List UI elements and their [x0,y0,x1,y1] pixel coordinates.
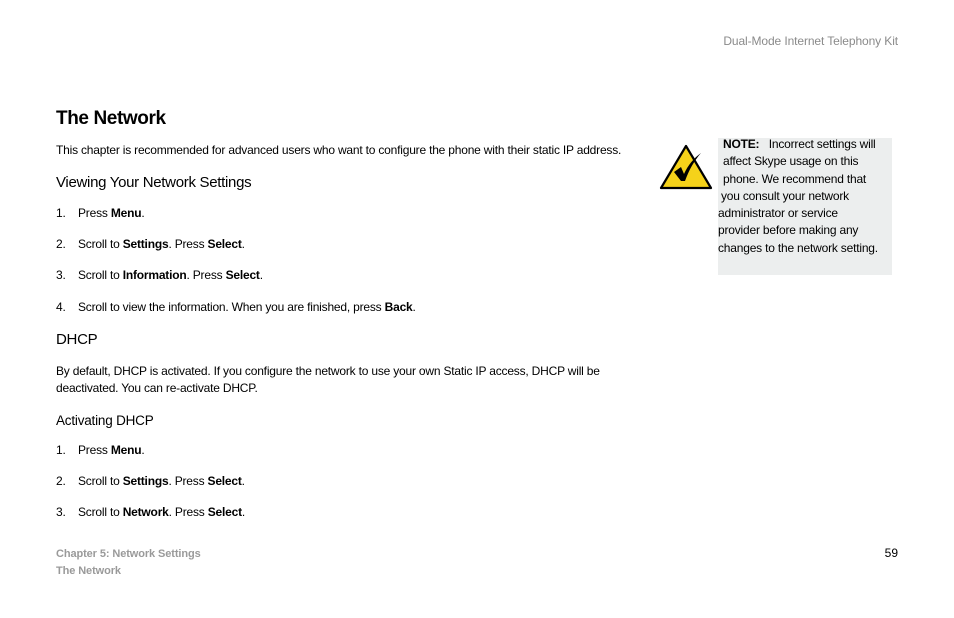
note-line-6: provider before making any [718,223,859,238]
dhcp-line-2: deactivated. You can re-activate DHCP. [56,381,258,395]
main-content [56,108,656,519]
activating-step-3 [56,505,656,519]
activating-step-2 [56,474,656,488]
note-line-3: phone. We recommend that [723,171,867,186]
step-number: 3. [56,505,66,519]
step-text: Scroll to view the information. When you are finished, press Back. [78,300,416,314]
page-number: 59 [884,546,898,560]
footer-section: The Network [56,564,121,577]
note-label: NOTE: [723,137,760,151]
viewing-step-2 [56,237,656,251]
activating-step-1 [56,443,656,457]
step-number: 2. [56,237,66,251]
dhcp-line-1: By default, DHCP is activated. If you configure the network to use your own Static IP access, DHCP will be [56,364,600,378]
viewing-step-3 [56,268,656,282]
note-line-2: affect Skype usage on this [723,154,859,169]
intro-paragraph: This chapter is recommended for advanced users who want to configure the phone with their static IP address. [56,143,622,157]
step-number: 4. [56,300,66,314]
viewing-step-4 [56,300,656,314]
checkmark-warning-icon [659,144,713,190]
page-title: The Network [56,108,166,129]
step-text: Scroll to Settings. Press Select. [78,237,245,251]
note-line-1: NOTE: Incorrect settings will [723,137,876,151]
step-text: Press Menu. [78,206,145,220]
note-line-5: administrator or service [718,206,838,221]
step-number: 2. [56,474,66,488]
dhcp-paragraph [56,363,656,397]
page-header-product: Dual-Mode Internet Telephony Kit [723,34,898,48]
step-text: Scroll to Settings. Press Select. [78,474,245,488]
viewing-heading: Viewing Your Network Settings [56,174,252,191]
step-text: Scroll to Network. Press Select. [78,505,246,519]
step-number: 1. [56,443,66,457]
step-number: 3. [56,268,66,282]
footer-chapter: Chapter 5: Network Settings [56,548,201,560]
step-text: Press Menu. [78,443,145,457]
activating-heading: Activating DHCP [56,413,154,428]
dhcp-heading: DHCP [56,331,98,348]
viewing-step-1 [56,206,656,220]
step-text: Scroll to Information. Press Select. [78,268,263,282]
note-line-4: you consult your network [721,188,849,203]
note-text [718,136,898,257]
step-number: 1. [56,206,66,220]
footer-breadcrumb [56,546,201,579]
note-line-7: changes to the network setting. [718,240,878,255]
